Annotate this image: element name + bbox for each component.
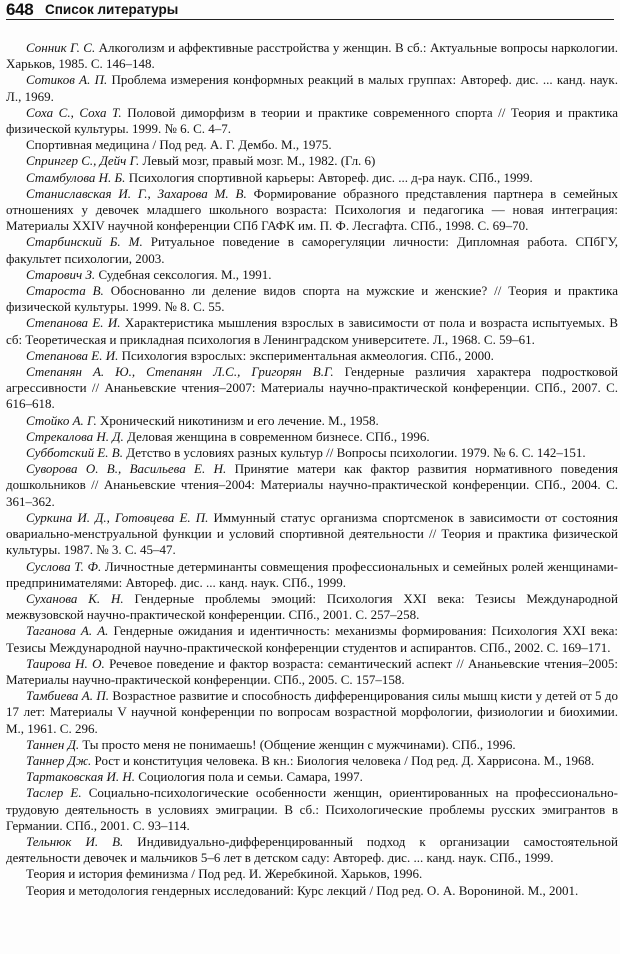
reference-entry xyxy=(6,461,618,510)
reference-text: Речевое поведение и фактор возраста: семантический аспект // Ананьевские чтения–2005: Материалы научно-практической конференции. СПб., 2005. С. 157–158. xyxy=(6,655,618,687)
reference-entry xyxy=(6,591,618,623)
reference-author: Спрингер С., Дейч Г. xyxy=(26,153,140,169)
reference-entry xyxy=(6,769,618,785)
reference-entry xyxy=(6,234,618,266)
reference-entry xyxy=(6,364,618,413)
reference-text: Обоснованно ли деление видов спорта на мужские и женские? // Теория и практика физической культуры. 1999. № 8. С. 55. xyxy=(6,283,619,315)
reference-entry xyxy=(6,559,618,591)
reference-entry xyxy=(6,510,618,559)
reference-entry xyxy=(6,834,618,866)
reference-text: Личностные детерминанты совмещения профессиональных и семейных ролей женщинами-предпринимателями: Автореф. дис. ... канд. наук. СПб., 1999. xyxy=(6,558,618,590)
reference-author: Сотиков А. П. xyxy=(26,72,108,88)
reference-entry xyxy=(6,688,618,737)
reference-text: Ритуальное поведение в самορегуляции личности: Дипломная работа. СПбГУ, факультет психологии, 2003. xyxy=(6,234,618,266)
reference-entry xyxy=(6,40,618,72)
reference-author: Суслова Т. Ф. xyxy=(26,558,102,574)
page-number: 648 xyxy=(6,0,34,19)
reference-author: Соха С., Соха Т. xyxy=(26,104,122,120)
reference-text: Иммунный статус организма спортсменок в зависимости от состояния овариально-менструальной функции и условий спортивной деятельности // Теория и практика физической культуры. 1987. № 3. С. 45–47. xyxy=(6,509,618,558)
reference-author: Сонник Г. С. xyxy=(26,40,96,55)
reference-text: Психология спортивной карьеры: Автореф. дис. ... д-ра наук. СПб., 1999. xyxy=(125,169,533,185)
reference-entry xyxy=(6,883,618,899)
reference-entry xyxy=(6,623,618,655)
reference-author: Суркина И. Д., Готовцева Е. П. xyxy=(26,509,209,525)
header-rule xyxy=(6,19,614,20)
reference-text: Гендерные проблемы эмоций: Психология XXI века: Тезисы Международной межвузовской научно-практической конференции. СПб., 2001. С. 257–258. xyxy=(6,590,618,623)
reference-text: Проблема измерения конформных реакций в малых группах: Автореф. дис. ... канд. наук. Л., 1969. xyxy=(6,72,618,104)
reference-entry xyxy=(6,170,618,186)
reference-text: Социология пола и семьи. Самара, 1997. xyxy=(135,769,363,785)
reference-author: Степанова Е. И. xyxy=(26,315,121,331)
reference-author: Тартаковская И. Н. xyxy=(26,769,136,785)
reference-author: Таннер Дж. xyxy=(26,752,92,768)
reference-author: Таннен Д. xyxy=(26,736,80,752)
reference-text: Гендерные ожидания и идентичность: механизмы формирования: Психология XXI века: Тезисы Международной научно-практической конференции студентов и аспирантов. СПб., 2002. С. 169–171. xyxy=(6,623,618,655)
reference-text: Индивидуально-дифференцированный подход к организации самостоятельной деятельности девочек и мальчиков 5–6 лет в детском саду: Автореф. дис. ... канд. наук. СПб., 1999. xyxy=(6,833,618,866)
reference-entry xyxy=(6,413,618,429)
reference-author: Староста В. xyxy=(26,283,104,299)
reference-author: Суханова К. Н. xyxy=(26,590,124,606)
reference-text: Левый мозг, правый мозг. М., 1982. (Гл. 6) xyxy=(139,153,376,169)
reference-author: Станиславская И. Г., Захарова М. В. xyxy=(26,185,247,201)
reference-author: Таирова Н. О. xyxy=(26,655,105,671)
reference-entry xyxy=(6,283,618,315)
reference-entry xyxy=(6,315,618,347)
reference-entry xyxy=(6,137,618,153)
reference-author: Тельнюк И. В. xyxy=(26,833,124,849)
reference-author: Степанян А. Ю., Степанян Л.С., Григорян В.Г. xyxy=(26,364,334,380)
reference-author: Стамбулова Н. Б. xyxy=(26,169,126,185)
reference-author: Старбинский Б. М. xyxy=(26,234,143,250)
reference-entry xyxy=(6,737,618,753)
reference-text: Деловая женщина в современном бизнесе. СПб., 1996. xyxy=(123,428,430,444)
reference-text: Судебная сексология. М., 1991. xyxy=(95,266,272,282)
reference-text: Теория и история феминизма / Под ред. И. Жеребкиной. Харьков, 1996. xyxy=(26,866,423,882)
reference-text: Психология взрослых: экспериментальная акмеология. СПб., 2000. xyxy=(118,347,494,363)
reference-author: Степанова Е. И. xyxy=(26,347,119,363)
reference-list xyxy=(6,40,618,899)
reference-text: Половой диморфизм в теории и практике современного спорта // Теория и практика физической культуры. 1999. № 6. С. 4–7. xyxy=(6,104,619,137)
reference-entry xyxy=(6,348,618,364)
reference-entry xyxy=(6,72,618,104)
reference-text: Рост и конституция человека. В кн.: Биология человека / Под ред. Д. Харрисона. М., 1968. xyxy=(91,752,595,768)
section-title: Список литературы xyxy=(45,2,179,17)
page-header xyxy=(6,1,614,18)
reference-text: Алкоголизм и аффективные расстройства у женщин. В сб.: Актуальные вопросы наркологии. Харьков, 1985. С. 146–148. xyxy=(6,40,618,72)
reference-author: Субботский Е. В. xyxy=(26,445,123,461)
reference-entry xyxy=(6,785,618,834)
reference-entry xyxy=(6,429,618,445)
reference-text: Социально-психологические особенности женщин, ориентированных на профессионально-трудовую деятельность в условиях эмиграции. В сб.: Психологические проблемы русских эмигрантов в Германии. СПб., 2001. С. 93–114. xyxy=(6,785,618,833)
reference-text: Хронический никотинизм и его лечение. М., 1958. xyxy=(96,412,379,428)
reference-entry xyxy=(6,105,618,137)
reference-text: Возрастное развитие и способность дифференцирования силы мышц кисти у детей от 5 до 17 лет: Материалы V научной конференции по вопросам возрастной морфологии, физиологии и биохимии. М., 1961. С. 296. xyxy=(6,688,618,736)
reference-entry xyxy=(6,445,618,461)
reference-text: Характеристика мышления взрослых в зависимости от пола и возраста испытуемых. В сб: Теоретическая и прикладная психология в Ленинградском университете. Л., 1968. С. 59–61. xyxy=(6,315,618,347)
reference-entry xyxy=(6,267,618,283)
reference-entry xyxy=(6,186,618,235)
reference-author: Старович З. xyxy=(26,266,96,282)
reference-entry xyxy=(6,656,618,688)
reference-text: Ты просто меня не понимаешь! (Общение женщин с мужчинами). СПб., 1996. xyxy=(79,736,516,752)
reference-author: Суворова О. В., Васильева Е. Н. xyxy=(26,461,227,477)
reference-author: Таганова А. А. xyxy=(26,623,109,639)
reference-text: Детство в условиях разных культур // Вопросы психологии. 1979. № 6. С. 142–151. xyxy=(122,445,586,461)
reference-text: Теория и методология гендерных исследований: Курс лекций / Под ред. О. А. Ворониной. М., 2001. xyxy=(26,882,579,898)
reference-text: Формирование образного представления партнера в семейных отношениях у девочек младшего школьного возраста: Психология и педагогика — новая интеграция: Материалы XXIV научной конференции СПб ГАФК им. П. Ф. Лесгафта. СПб., 1998. С. 69–70. xyxy=(6,185,619,234)
reference-author: Стрекалова Н. Д. xyxy=(26,428,124,444)
reference-entry xyxy=(6,753,618,769)
reference-text: Гендерные различия характера подростковой агрессивности // Ананьевские чтения–2007: Материалы научно-практической конференции. СПб., 2007. С. 616–618. xyxy=(6,364,618,412)
reference-author: Таслер Е. xyxy=(26,785,82,801)
reference-author: Стойко А. Г. xyxy=(26,412,97,428)
reference-text: Спортивная медицина / Под ред. А. Г. Дембо. М., 1975. xyxy=(26,137,332,153)
reference-author: Тамбиева А. П. xyxy=(26,688,109,704)
reference-entry xyxy=(6,866,618,882)
reference-entry xyxy=(6,153,618,169)
reference-text: Принятие матери как фактор развития нормативного поведения дошкольников // Ананьевские чтения–2004: Материалы научно-практической конференции. СПб., 2004. С. 361–362. xyxy=(6,461,619,509)
